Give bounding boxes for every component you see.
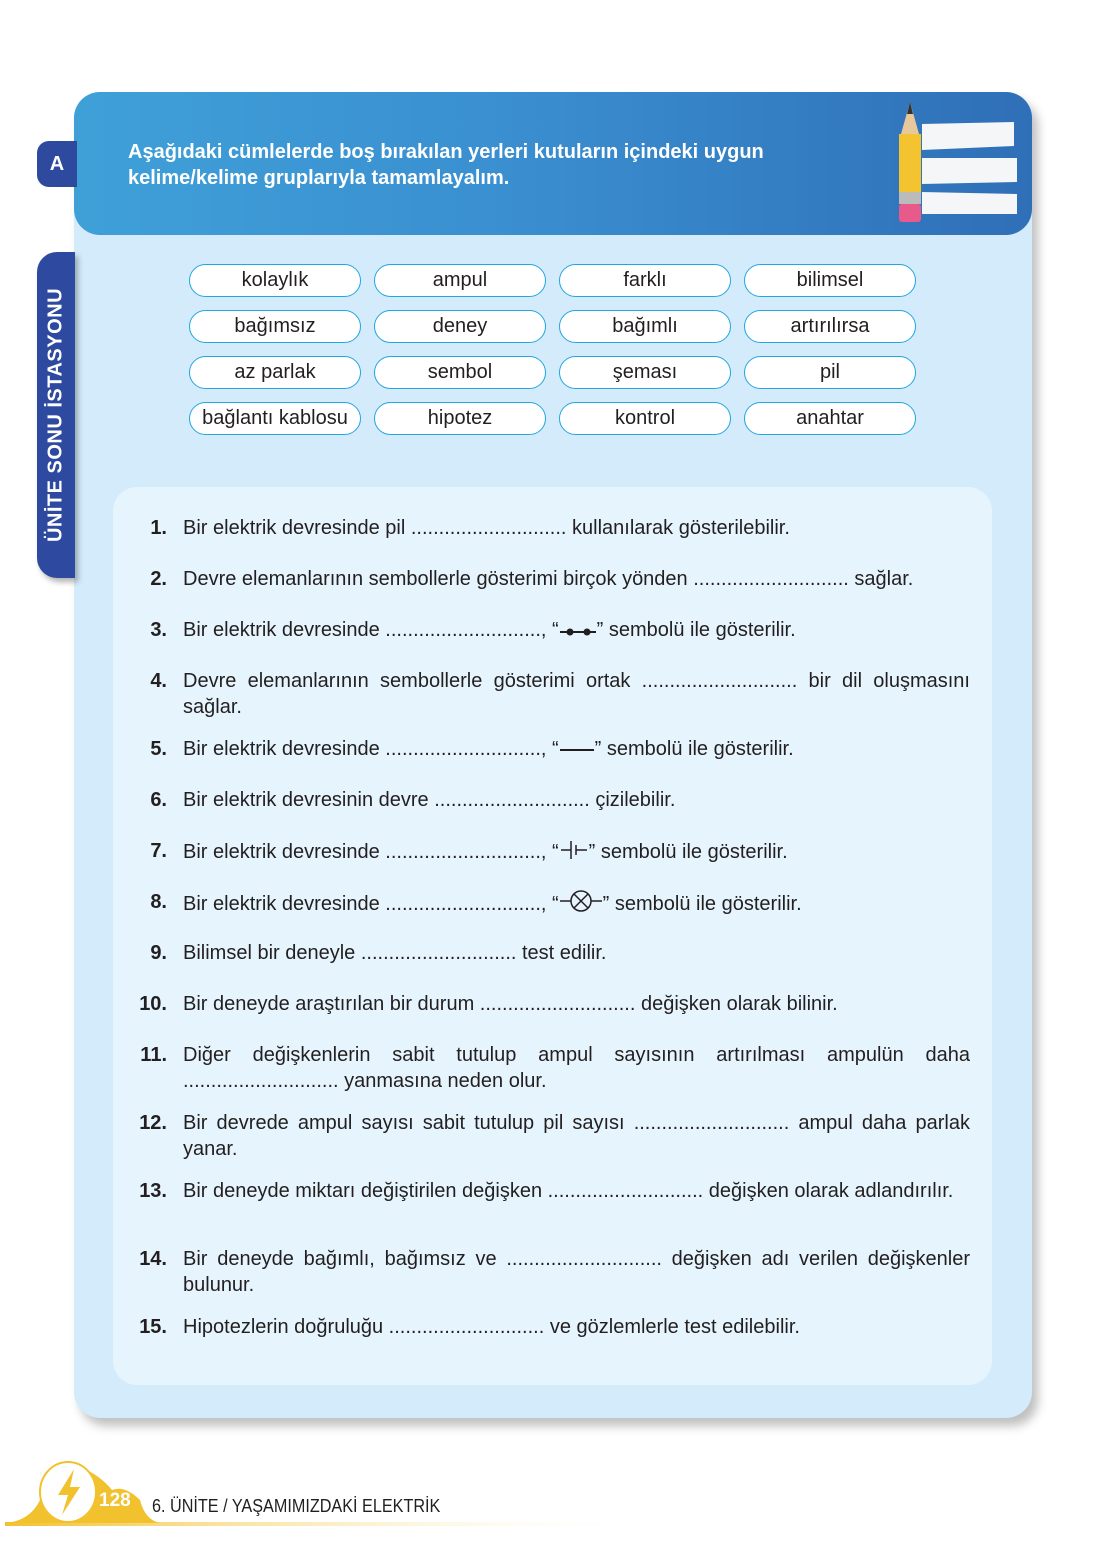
question-text-before: Bir elektrik devresinde ............................, “ xyxy=(183,738,559,760)
question-number: 12. xyxy=(139,1112,167,1134)
word-box: pil xyxy=(744,356,916,389)
question-text-before: Bir elektrik devresinde ............................, “ xyxy=(183,840,559,863)
side-tab-label: ÜNİTE SONU İSTASYONU xyxy=(44,287,67,543)
question-number: 7. xyxy=(150,840,167,862)
question-number: 6. xyxy=(150,789,167,811)
question-item xyxy=(130,736,970,763)
question-number: 1. xyxy=(150,517,167,539)
wire-symbol-icon xyxy=(559,737,595,763)
question-number: 8. xyxy=(150,891,167,913)
question-text xyxy=(183,566,970,592)
question-text-before: Bir deneyde araştırılan bir durum ............................ değişken olarak bilinir. xyxy=(183,993,838,1015)
word-box: hipotez xyxy=(374,402,546,435)
question-item xyxy=(130,566,970,592)
question-text xyxy=(183,736,970,763)
word-bank xyxy=(189,264,916,435)
question-number: 2. xyxy=(150,568,167,590)
instruction-text: Aşağıdaki cümlelerde boş bırakılan yerleri kutuların içindeki uygun kelime/kelime gruplarıyla tamamlayalım. xyxy=(128,141,764,189)
question-item xyxy=(130,1178,970,1204)
question-text xyxy=(183,991,970,1017)
question-item xyxy=(130,889,970,920)
question-text xyxy=(183,617,970,644)
question-text-after: ” sembolü ile gösterilir. xyxy=(602,892,802,915)
question-item xyxy=(130,1314,970,1340)
question-text xyxy=(183,668,970,720)
unit-title: 6. ÜNİTE / YAŞAMIMIZDAKİ ELEKTRİK xyxy=(152,1496,441,1516)
question-number: 11. xyxy=(140,1044,167,1066)
word-box: sembol xyxy=(374,356,546,389)
question-text xyxy=(183,1178,970,1204)
word-box: kolaylık xyxy=(189,264,361,297)
question-text-before: Bir elektrik devresinde pil ............................ kullanılarak gösterilebilir. xyxy=(183,517,790,539)
page-number: 128 xyxy=(99,1490,131,1511)
question-text xyxy=(183,1314,970,1340)
question-text xyxy=(183,515,970,541)
question-text-before: Diğer değişkenlerin sabit tutulup ampul sayısının artırılması ampulün daha ............................ yanmasına neden olur. xyxy=(183,1044,970,1092)
question-number: 10. xyxy=(139,993,167,1015)
word-box: ampul xyxy=(374,264,546,297)
question-item xyxy=(130,940,970,966)
question-text xyxy=(183,1042,970,1094)
question-text-after: ” sembolü ile gösterilir. xyxy=(588,840,788,863)
question-text-before: Bir elektrik devresinde ............................, “ xyxy=(183,892,559,915)
question-text xyxy=(183,1110,970,1162)
question-item xyxy=(130,1042,970,1094)
word-box: kontrol xyxy=(559,402,731,435)
word-box: az parlak xyxy=(189,356,361,389)
question-text-before: Bir deneyde bağımlı, bağımsız ve ............................ değişken adı verilen değişkenler bulunur. xyxy=(183,1248,970,1296)
question-text-before: Bir devrede ampul sayısı sabit tutulup pil sayısı ............................ ampul daha parlak yanar. xyxy=(183,1112,970,1160)
unit-side-tab xyxy=(37,252,75,578)
question-number: 14. xyxy=(139,1248,167,1270)
word-box: bağımsız xyxy=(189,310,361,343)
question-item xyxy=(130,838,970,867)
word-box: bağımlı xyxy=(559,310,731,343)
switch-symbol-icon xyxy=(559,618,597,644)
section-label: A xyxy=(37,141,77,187)
question-number: 4. xyxy=(150,670,167,692)
question-item xyxy=(130,617,970,644)
battery-symbol-icon xyxy=(559,838,589,867)
question-text-before: Hipotezlerin doğruluğu ............................ ve gözlemlerle test edilebilir. xyxy=(183,1316,800,1338)
question-number: 13. xyxy=(139,1180,167,1202)
question-number: 9. xyxy=(150,942,167,964)
question-item xyxy=(130,1246,970,1298)
question-text-after: ” sembolü ile gösterilir. xyxy=(596,619,796,641)
footer-decoration xyxy=(0,1455,620,1535)
question-item xyxy=(130,668,970,720)
word-box: artırılırsa xyxy=(744,310,916,343)
question-text xyxy=(183,838,970,867)
question-item xyxy=(130,991,970,1017)
question-item xyxy=(130,515,970,541)
word-box: bağlantı kablosu xyxy=(189,402,361,435)
word-box: bilimsel xyxy=(744,264,916,297)
pencil-icon xyxy=(890,102,1020,227)
word-box: anahtar xyxy=(744,402,916,435)
word-box: deney xyxy=(374,310,546,343)
question-text xyxy=(183,889,970,920)
question-number: 3. xyxy=(150,619,167,641)
question-text-before: Devre elemanlarının sembollerle gösterimi ortak ............................ bir dil oluşmasını sağlar. xyxy=(183,670,970,718)
question-text-after: ” sembolü ile gösterilir. xyxy=(594,738,794,760)
question-number: 5. xyxy=(150,738,167,760)
lamp-symbol-icon xyxy=(559,889,603,920)
word-box: şeması xyxy=(559,356,731,389)
word-box: farklı xyxy=(559,264,731,297)
question-text-before: Bir elektrik devresinde ............................, “ xyxy=(183,619,559,641)
question-text-before: Bir elektrik devresinin devre ............................ çizilebilir. xyxy=(183,789,676,811)
question-text-before: Bilimsel bir deneyle ............................ test edilir. xyxy=(183,942,607,964)
question-item xyxy=(130,787,970,813)
question-text xyxy=(183,1246,970,1298)
question-text xyxy=(183,940,970,966)
question-text xyxy=(183,787,970,813)
question-item xyxy=(130,1110,970,1162)
question-text-before: Devre elemanlarının sembollerle gösterimi birçok yönden ............................ sağlar. xyxy=(183,568,914,590)
question-number: 15. xyxy=(139,1316,167,1338)
question-text-before: Bir deneyde miktarı değiştirilen değişken ............................ değişken olarak adlandırılır. xyxy=(183,1180,954,1202)
